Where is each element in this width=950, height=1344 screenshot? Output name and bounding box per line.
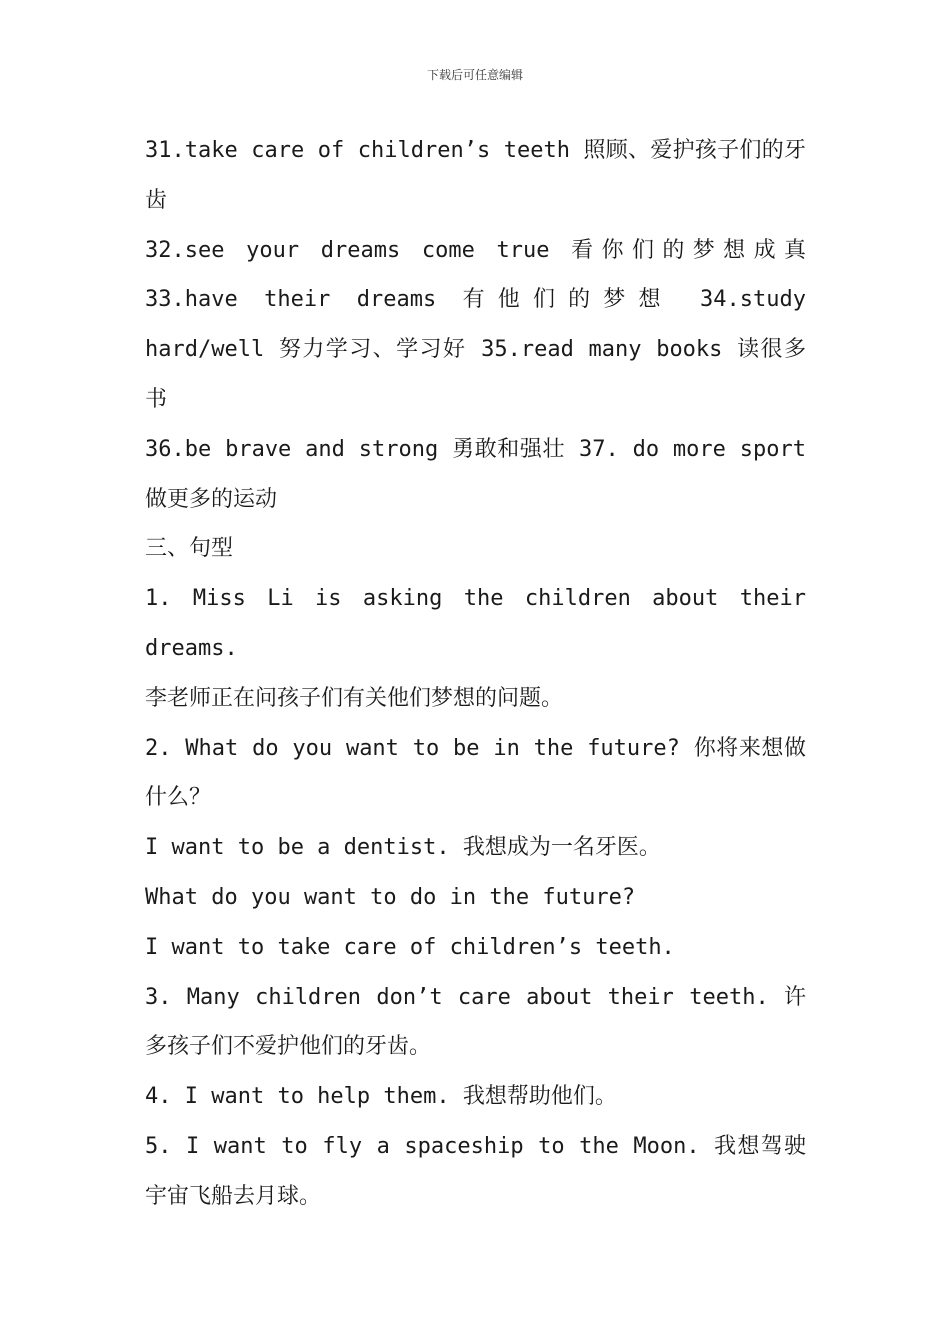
phrase-36-37: 36.be brave and strong 勇敢和强壮 37. do more sport 做更多的运动 — [145, 436, 806, 512]
sentence-4: 4. I want to help them. 我想帮助他们。 — [145, 1084, 617, 1110]
phrase-33-35: 33.have their dreams 有他们的梦想 34.study hard/well 努力学习、学习好 35.read many books 读很多书 — [145, 287, 806, 412]
section-heading-sentence-patterns: 三、句型 — [145, 536, 234, 562]
sentence-2-question-b: What do you want to do in the future? — [145, 884, 636, 910]
sentence-3: 3. Many children don’t care about their teeth. 许多孩子们不爱护他们的牙齿。 — [145, 984, 806, 1060]
phrase-32: 32.see your dreams come true 看你们的梦想成真 — [145, 237, 806, 263]
sentence-1: 1. Miss Li is asking the children about their dreams. — [145, 586, 806, 661]
sentence-1-translation: 李老师正在问孩子们有关他们梦想的问题。 — [145, 685, 564, 711]
sentence-2-answer: I want to be a dentist. 我想成为一名牙医。 — [145, 835, 661, 861]
page-header: 下载后可任意编辑 — [426, 68, 523, 82]
document-body — [145, 126, 806, 1222]
phrase-31: 31.take care of children’s teeth 照顾、爱护孩子们的牙齿 — [145, 138, 806, 213]
sentence-5: 5. I want to fly a spaceship to the Moon. 我想驾驶宇宙飞船去月球。 — [145, 1133, 806, 1209]
sentence-2-answer-b: I want to take care of children’s teeth. — [145, 934, 675, 960]
sentence-2: 2. What do you want to be in the future? 你将来想做什么？ — [145, 735, 806, 811]
